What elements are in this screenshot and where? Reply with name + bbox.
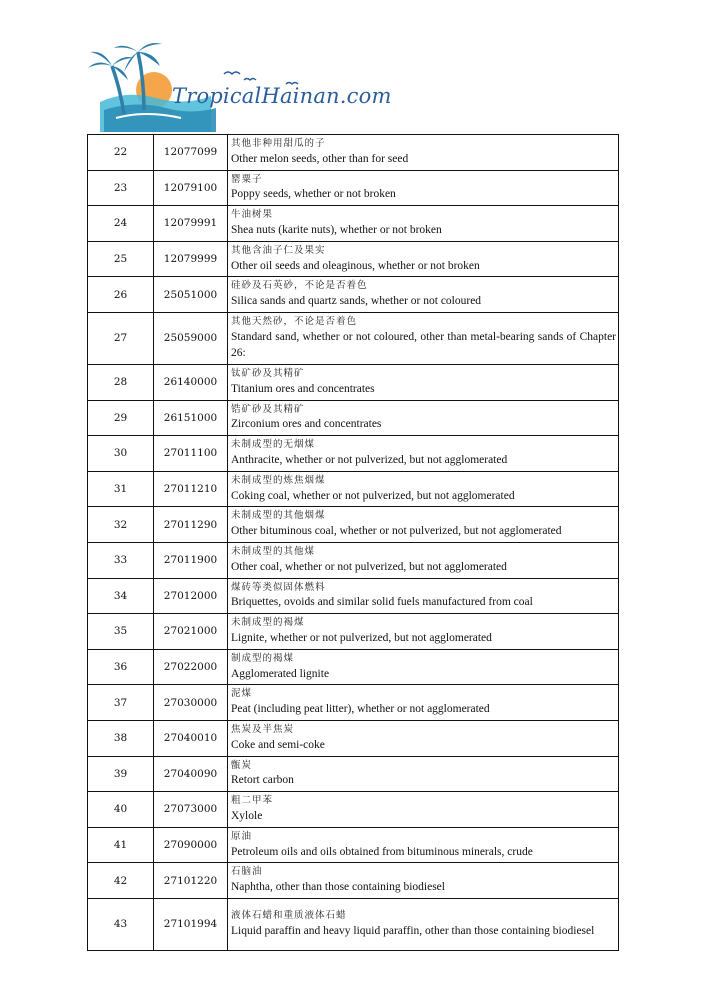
table-row — [88, 135, 619, 171]
chinese-description: 粗二甲苯 — [231, 795, 274, 807]
chinese-description: 未制成型的褐煤 — [231, 617, 305, 629]
hs-code: 27011900 — [154, 542, 228, 578]
hs-code: 27073000 — [154, 792, 228, 828]
logo-text: TropicalHainan.com — [172, 84, 392, 108]
table-row — [88, 685, 619, 721]
hs-code: 27040010 — [154, 720, 228, 756]
hs-code: 27022000 — [154, 649, 228, 685]
table-row — [88, 241, 619, 277]
chinese-description: 未制成型的无烟煤 — [231, 439, 316, 451]
english-description: Poppy seeds, whether or not broken — [231, 188, 396, 201]
chinese-description: 煤砖等类似固体燃料 — [231, 581, 326, 593]
english-description: Other oil seeds and oleaginous, whether or not broken — [231, 259, 480, 272]
table-row — [88, 578, 619, 614]
table-row — [88, 792, 619, 828]
chinese-description: 其他含油子仁及果实 — [231, 244, 326, 256]
row-number: 31 — [88, 471, 154, 507]
chinese-description: 未制成型的炼焦烟煤 — [231, 474, 326, 486]
description-cell — [228, 614, 619, 650]
customs-code-table — [87, 134, 619, 951]
hs-code: 12079991 — [154, 206, 228, 242]
hs-code: 27101220 — [154, 863, 228, 899]
hs-code: 12077099 — [154, 135, 228, 171]
description-cell — [228, 756, 619, 792]
row-number: 24 — [88, 206, 154, 242]
description-cell — [228, 863, 619, 899]
table-row — [88, 614, 619, 650]
table-row — [88, 206, 619, 242]
hs-code: 27012000 — [154, 578, 228, 614]
description-cell — [228, 649, 619, 685]
chinese-description: 焦炭及半焦炭 — [231, 723, 295, 735]
description-cell — [228, 471, 619, 507]
chinese-description: 其他天然砂，不论是否着色 — [231, 315, 358, 327]
description-cell — [228, 507, 619, 543]
english-description: Retort carbon — [231, 774, 294, 787]
english-description: Standard sand, whether or not coloured, other than metal-bearing sands of Chapter 26: — [231, 330, 616, 360]
chinese-description: 液体石蜡和重质液体石蜡 — [231, 910, 347, 922]
hs-code: 25051000 — [154, 277, 228, 313]
table-row — [88, 542, 619, 578]
english-description: Titanium ores and concentrates — [231, 382, 375, 395]
chinese-description: 石脑油 — [231, 866, 263, 878]
row-number: 43 — [88, 898, 154, 950]
row-number: 25 — [88, 241, 154, 277]
table-row — [88, 400, 619, 436]
hs-code: 26151000 — [154, 400, 228, 436]
hs-code: 27101994 — [154, 898, 228, 950]
chinese-description: 制成型的褐煤 — [231, 652, 295, 664]
description-cell — [228, 206, 619, 242]
description-cell — [228, 170, 619, 206]
hs-code: 12079999 — [154, 241, 228, 277]
description-cell — [228, 312, 619, 364]
chinese-description: 未制成型的其他烟煤 — [231, 510, 326, 522]
chinese-description: 原油 — [231, 830, 253, 842]
hs-code: 27090000 — [154, 827, 228, 863]
description-cell — [228, 277, 619, 313]
english-description: Other bituminous coal, whether or not pulverized, but not agglomerated — [231, 525, 562, 538]
chinese-description: 泥煤 — [231, 688, 253, 700]
table-row — [88, 507, 619, 543]
row-number: 36 — [88, 649, 154, 685]
table-row — [88, 471, 619, 507]
table-row — [88, 720, 619, 756]
chinese-description: 其他非种用甜瓜的子 — [231, 138, 326, 150]
english-description: Other melon seeds, other than for seed — [231, 152, 409, 165]
row-number: 27 — [88, 312, 154, 364]
row-number: 39 — [88, 756, 154, 792]
row-number: 29 — [88, 400, 154, 436]
row-number: 42 — [88, 863, 154, 899]
site-logo — [86, 40, 392, 132]
table-row — [88, 898, 619, 950]
hs-code: 12079100 — [154, 170, 228, 206]
table-row — [88, 312, 619, 364]
english-description: Coking coal, whether or not pulverized, but not agglomerated — [231, 489, 515, 502]
table-row — [88, 863, 619, 899]
english-description: Lignite, whether or not pulverized, but not agglomerated — [231, 631, 492, 644]
row-number: 32 — [88, 507, 154, 543]
english-description: Briquettes, ovoids and similar solid fuels manufactured from coal — [231, 596, 533, 609]
description-cell — [228, 827, 619, 863]
chinese-description: 甑炭 — [231, 759, 253, 771]
row-number: 35 — [88, 614, 154, 650]
description-cell — [228, 898, 619, 950]
english-description: Other coal, whether or not pulverized, but not agglomerated — [231, 560, 507, 573]
hs-code: 27011290 — [154, 507, 228, 543]
hs-code: 25059000 — [154, 312, 228, 364]
description-cell — [228, 135, 619, 171]
chinese-description: 未制成型的其他煤 — [231, 546, 316, 558]
table-row — [88, 436, 619, 472]
row-number: 41 — [88, 827, 154, 863]
table-row — [88, 170, 619, 206]
description-cell — [228, 685, 619, 721]
english-description: Agglomerated lignite — [231, 667, 330, 680]
chinese-description: 锆矿砂及其精矿 — [231, 403, 305, 415]
description-cell — [228, 241, 619, 277]
row-number: 37 — [88, 685, 154, 721]
english-description: Petroleum oils and oils obtained from bituminous minerals, crude — [231, 845, 533, 858]
hs-code: 27040090 — [154, 756, 228, 792]
english-description: Liquid paraffin and heavy liquid paraffin, other than those containing biodiesel — [231, 924, 595, 937]
row-number: 38 — [88, 720, 154, 756]
english-description: Silica sands and quartz sands, whether or not coloured — [231, 295, 482, 308]
description-cell — [228, 542, 619, 578]
english-description: Xylole — [231, 809, 263, 822]
chinese-description: 罂粟子 — [231, 173, 263, 185]
description-cell — [228, 364, 619, 400]
row-number: 23 — [88, 170, 154, 206]
english-description: Anthracite, whether or not pulverized, but not agglomerated — [231, 454, 508, 466]
row-number: 28 — [88, 364, 154, 400]
table-row — [88, 756, 619, 792]
row-number: 22 — [88, 135, 154, 171]
english-description: Shea nuts (karite nuts), whether or not broken — [231, 224, 442, 237]
description-cell — [228, 436, 619, 472]
chinese-description: 牛油树果 — [231, 209, 274, 221]
table-row — [88, 649, 619, 685]
description-cell — [228, 400, 619, 436]
hs-code: 27021000 — [154, 614, 228, 650]
description-cell — [228, 578, 619, 614]
english-description: Zirconium ores and concentrates — [231, 418, 382, 431]
description-cell — [228, 720, 619, 756]
english-description: Naphtha, other than those containing biodiesel — [231, 881, 445, 894]
description-cell — [228, 792, 619, 828]
chinese-description: 硅砂及石英砂，不论是否着色 — [231, 280, 368, 292]
hs-code: 27011210 — [154, 471, 228, 507]
row-number: 40 — [88, 792, 154, 828]
table-row — [88, 827, 619, 863]
hs-code: 27011100 — [154, 436, 228, 472]
english-description: Peat (including peat litter), whether or not agglomerated — [231, 703, 490, 716]
row-number: 33 — [88, 542, 154, 578]
row-number: 34 — [88, 578, 154, 614]
hs-code: 26140000 — [154, 364, 228, 400]
table-row — [88, 277, 619, 313]
english-description: Coke and semi-coke — [231, 738, 325, 751]
row-number: 30 — [88, 436, 154, 472]
table-row — [88, 364, 619, 400]
row-number: 26 — [88, 277, 154, 313]
hs-code: 27030000 — [154, 685, 228, 721]
chinese-description: 钛矿砂及其精矿 — [231, 368, 305, 380]
